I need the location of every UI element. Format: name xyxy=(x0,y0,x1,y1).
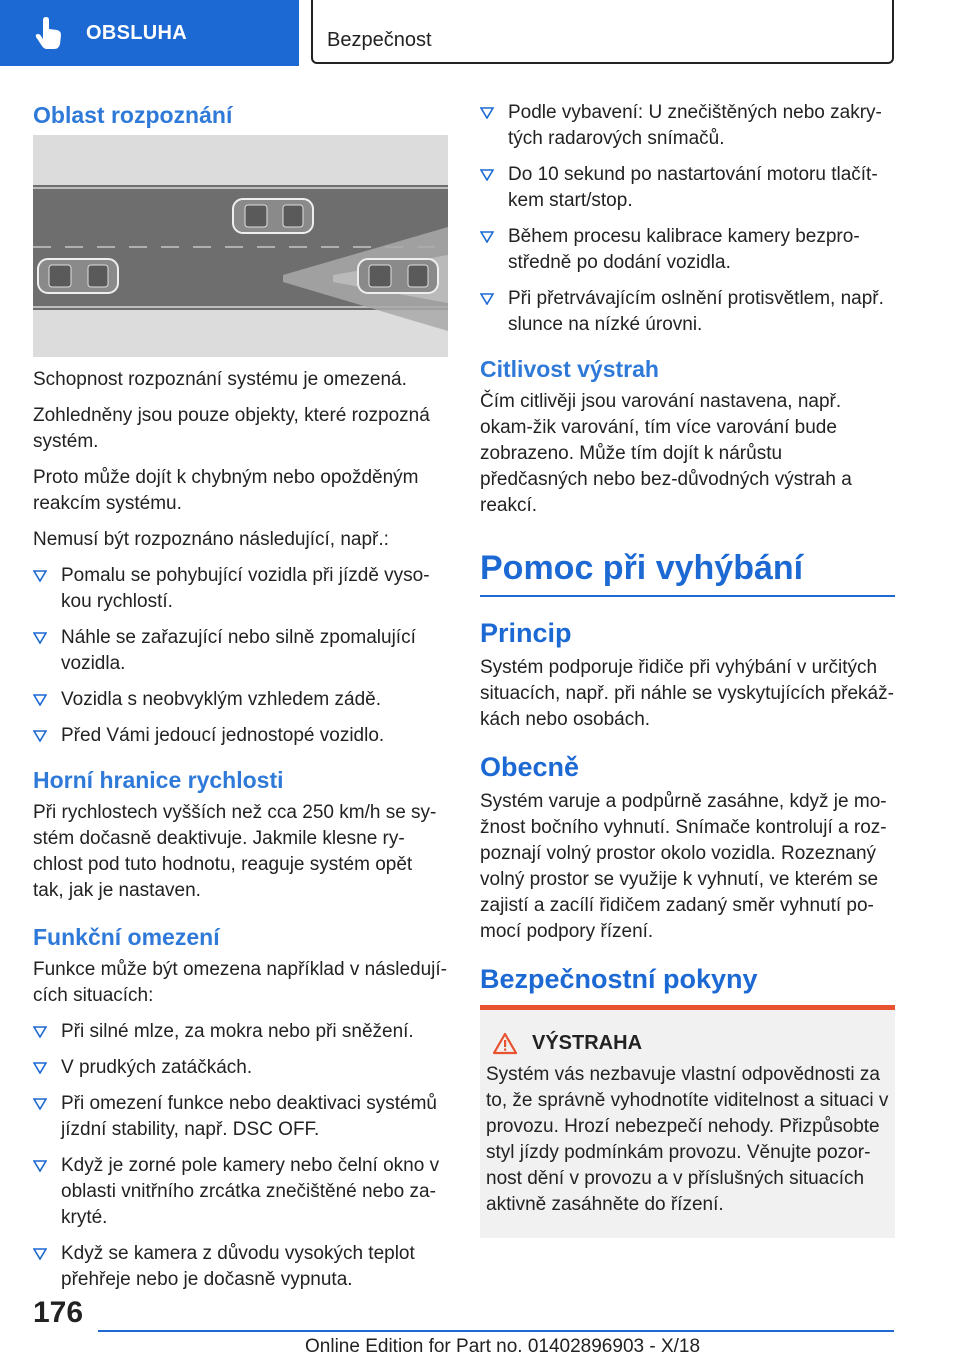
section-tab[interactable] xyxy=(0,0,299,66)
list-item: Před Vámi jedoucí jednostopé vozidlo. xyxy=(33,723,448,749)
triangle-bullet-icon xyxy=(33,730,47,742)
heading-function-limits: Funkční omezení xyxy=(33,924,220,950)
bullet-list xyxy=(33,1019,448,1293)
paragraph: Zohledněny jsou pouze objekty, které rozpozná systém. xyxy=(33,405,430,452)
chapter-header xyxy=(311,0,894,64)
warning-triangle-icon xyxy=(492,1032,518,1055)
triangle-bullet-icon xyxy=(33,1248,47,1260)
own-vehicle xyxy=(358,259,438,293)
list-item: Vozidla s neobvyklým vzhledem zádě. xyxy=(33,687,448,713)
list-item: Pomalu se pohybující vozidla při jízdě vyso-kou rychlostí. xyxy=(33,563,448,615)
paragraph: Proto může dojít k chybným nebo opožděným reakcím systému. xyxy=(33,467,419,514)
paragraph: Systém varuje a podpůrně zasáhne, když je mo-žnost bočního vyhnutí. Snímače kontrolují a roz-poznají volný prostor okolo vozidla. Rozeznaný volný prostor se využije k vyhnutí, ve kterém se zajistí a zacílí řidičem zadaný směr vyhnutí po-mocí podpory řízení. xyxy=(480,791,887,942)
list-item: Když se kamera z důvodu vysokých teplot přehřeje nebo je dočasně vypnuta. xyxy=(33,1241,448,1293)
heading-principle: Princip xyxy=(480,618,572,648)
triangle-bullet-icon xyxy=(33,694,47,706)
left-column xyxy=(33,100,448,1303)
list-item: Při silné mlze, za mokra nebo při sněžení. xyxy=(33,1019,448,1045)
car-left-lane xyxy=(38,259,118,293)
page-number: 176 xyxy=(33,1296,84,1329)
warning-title: VÝSTRAHA xyxy=(532,1032,643,1054)
heading-evasion-aid: Pomoc při vyhýbání xyxy=(480,549,804,587)
triangle-bullet-icon xyxy=(480,231,494,243)
triangle-bullet-icon xyxy=(33,1098,47,1110)
triangle-bullet-icon xyxy=(33,1160,47,1172)
triangle-bullet-icon xyxy=(480,107,494,119)
paragraph: Schopnost rozpoznání systému je omezená. xyxy=(33,369,407,390)
triangle-bullet-icon xyxy=(480,293,494,305)
list-item: Při přetrvávajícím oslnění protisvětlem, např. slunce na nízké úrovni. xyxy=(480,286,895,338)
warning-text: Systém vás nezbavuje vlastní odpovědnosti za to, že správně vyhodnotíte viditelnost a situaci v provozu. Hrozí nebezpečí nehody. Přizpůsobte styl jízdy podmínkám provozu. Věnujte pozor-nost dění v provozu a v příslušných situacích aktivně zasáhněte do řízení. xyxy=(486,1064,889,1215)
list-item: Do 10 sekund po nastartování motoru tlačít-kem start/stop. xyxy=(480,162,895,214)
heading-safety-notes: Bezpečnostní pokyny xyxy=(480,964,758,994)
bullet-list xyxy=(480,100,895,338)
paragraph: Funkce může být omezena například v následují-cích situacích: xyxy=(33,959,447,1006)
triangle-bullet-icon xyxy=(33,1026,47,1038)
heading-speed-limit: Horní hranice rychlosti xyxy=(33,767,284,793)
heading-underline xyxy=(480,595,895,597)
list-item: Náhle se zařazující nebo silně zpomalující vozidla. xyxy=(33,625,448,677)
section-tab-label: OBSLUHA xyxy=(86,21,187,44)
list-item: V prudkých zatáčkách. xyxy=(33,1055,448,1081)
paragraph: Při rychlostech vyšších než cca 250 km/h se sy-stém dočasně deaktivuje. Jakmile klesne ry-chlost pod tuto hodnotu, reaguje systém opět tak, jak je nastaven. xyxy=(33,802,437,901)
list-item: Podle vybavení: U znečištěných nebo zakry-tých radarových snímačů. xyxy=(480,100,895,152)
edition-note: Online Edition for Part no. 01402896903 - X/18 xyxy=(305,1336,701,1357)
paragraph: Nemusí být rozpoznáno následující, např.: xyxy=(33,529,389,550)
chapter-title: Bezpečnost xyxy=(327,29,432,51)
car-ahead xyxy=(233,199,313,233)
list-item: Při omezení funkce nebo deaktivaci systémů jízdní stability, např. DSC OFF. xyxy=(33,1091,448,1143)
triangle-bullet-icon xyxy=(33,632,47,644)
paragraph: Čím citlivěji jsou varování nastavena, např. okam-žik varování, tím více varování bude zobrazeno. Může tím dojít k nárůstu předčasných nebo bez-důvodných výstrah a reakcí. xyxy=(480,391,852,516)
heading-detection-area: Oblast rozpoznání xyxy=(33,102,233,128)
hand-pointer-icon xyxy=(34,13,74,53)
list-item: Když je zorné pole kamery nebo čelní okno v oblasti vnitřního zrcátka znečištěné nebo za-kryté. xyxy=(33,1153,448,1231)
triangle-bullet-icon xyxy=(480,169,494,181)
right-column xyxy=(480,100,895,1238)
triangle-bullet-icon xyxy=(33,570,47,582)
detection-area-illustration xyxy=(33,135,448,357)
triangle-bullet-icon xyxy=(33,1062,47,1074)
list-item: Během procesu kalibrace kamery bezpro-středně po dodání vozidla. xyxy=(480,224,895,276)
heading-warning-sensitivity: Citlivost výstrah xyxy=(480,356,659,382)
warning-box xyxy=(480,1005,895,1238)
paragraph: Systém podporuje řidiče při vyhýbání v určitých situacích, např. při náhle se vyskytujících překáž-kách nebo osobách. xyxy=(480,657,894,730)
heading-general: Obecně xyxy=(480,752,580,782)
bullet-list xyxy=(33,563,448,749)
footer-divider xyxy=(98,1330,894,1332)
